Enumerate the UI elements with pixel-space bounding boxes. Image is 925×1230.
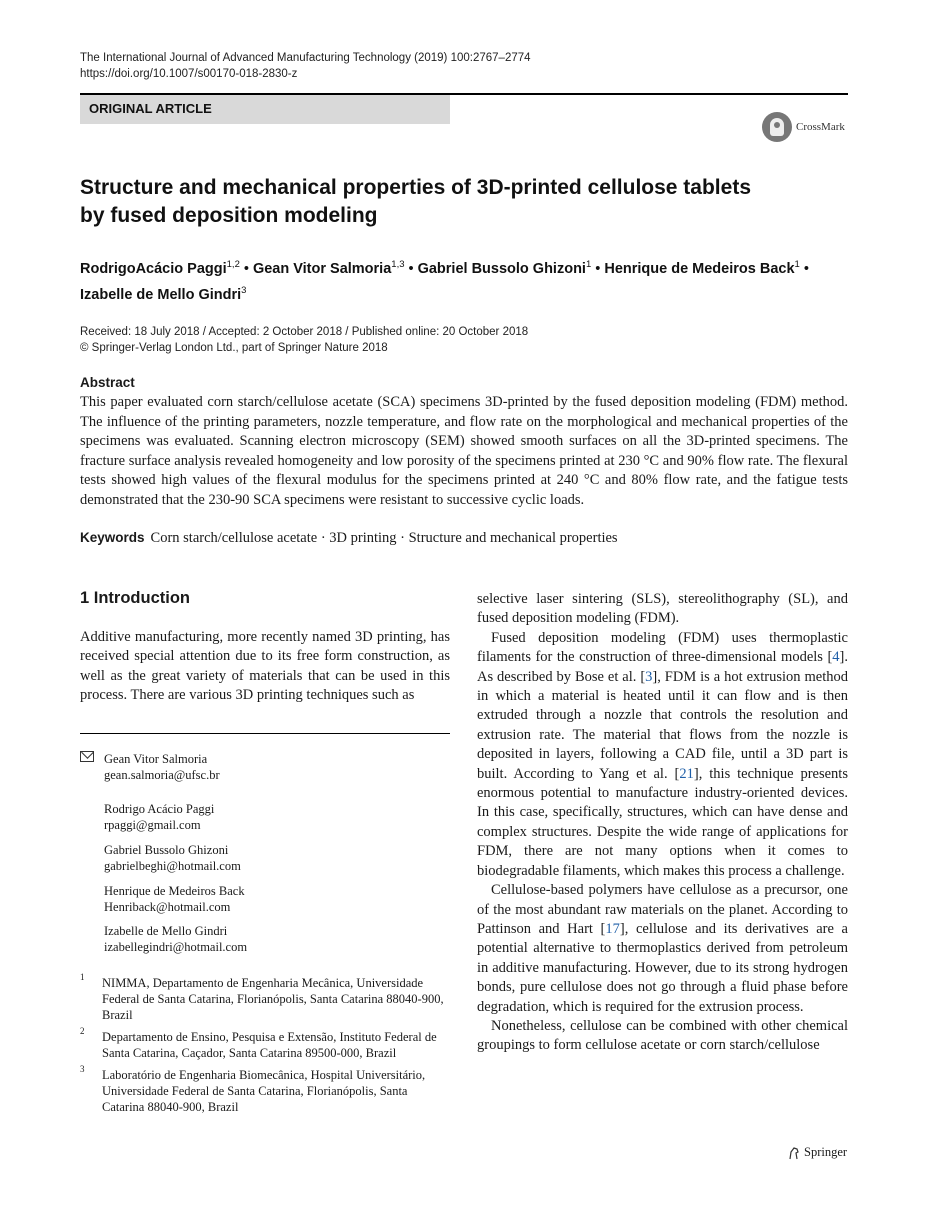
envelope-icon bbox=[80, 751, 94, 762]
author-separator: • bbox=[595, 260, 601, 277]
contact-name: Gean Vitor Salmoria bbox=[104, 752, 208, 766]
title-line-1: Structure and mechanical properties of 3D-printed cellulose tablets bbox=[80, 176, 751, 199]
contact-entry bbox=[104, 842, 241, 874]
text-run: Cellulose-based polymers have cellulose as a precursor, one of the most abundant raw materials on the planet. According to Pattinson and Hart [ bbox=[477, 882, 848, 937]
author-affiliation-sup: 1,3 bbox=[391, 259, 405, 270]
text-run: ]. As described by Bose et al. [ bbox=[477, 649, 848, 685]
contact-entry bbox=[104, 801, 214, 833]
author-affiliation-sup: 1,2 bbox=[226, 259, 240, 270]
author-separator: • bbox=[803, 260, 809, 277]
intro-left-column bbox=[80, 628, 450, 706]
doi-link[interactable]: https://doi.org/10.1007/s00170-018-2830-z bbox=[80, 68, 298, 80]
dates-line: Received: 18 July 2018 / Accepted: 2 October 2018 / Published online: 20 October 2018 bbox=[80, 326, 529, 338]
reference-link[interactable]: 21 bbox=[679, 765, 694, 782]
contact-email[interactable]: Henriback@hotmail.com bbox=[104, 900, 231, 914]
section-heading-introduction: 1 Introduction bbox=[80, 589, 190, 607]
intro-paragraph: selective laser sintering (SLS), stereolithography (SL), and fused deposition modeling (FDM). bbox=[477, 591, 848, 627]
contact-name: Izabelle de Mello Gindri bbox=[104, 924, 228, 938]
contact-email[interactable]: gabrielbeghi@hotmail.com bbox=[104, 859, 241, 873]
text-run: ], this technique presents enormous potential to manufacture industry-oriented devices. In this case, specifically, structures, which can have dense and complex structures. Despite the wide range of applications for FDM, there are not many options when it comes to biodegradable filaments, which makes this process a challenge. bbox=[477, 765, 848, 879]
contact-entry bbox=[104, 883, 245, 915]
contact-corresponding bbox=[104, 751, 220, 783]
abstract-text: This paper evaluated corn starch/cellulose acetate (SCA) specimens 3D-printed by the fused deposition modeling (FDM) method. The influence of the printing parameters, nozzle temperature, and flow rate on the morphological and mechanical properties of the specimens was evaluated. Scanning electron microscopy (SEM) showed smooth surfaces on all the 3D-printed specimens. The fracture surface analysis revealed homogeneity and low porosity of the specimens printed at 230 °C and 90% flow rate. The flexural tests showed high values of the flexural modulus for the specimens printed at 240 °C and 80% flow rate, and the fatigue tests demonstrated that the 230-90 SCA specimens were resistant to successive cyclic loads. bbox=[80, 394, 848, 508]
author-affiliation-sup: 3 bbox=[241, 284, 247, 296]
keywords-text: Corn starch/cellulose acetate · 3D printing · Structure and mechanical properties bbox=[150, 530, 618, 546]
author-affiliation-sup: 1 bbox=[794, 259, 800, 270]
intro-paragraph bbox=[477, 881, 848, 1017]
publisher-name: Springer bbox=[804, 1145, 848, 1159]
contact-email[interactable]: rpaggi@gmail.com bbox=[104, 818, 201, 832]
author-name[interactable]: Gean Vitor Salmoria bbox=[252, 260, 392, 277]
contact-email[interactable]: izabellegindri@hotmail.com bbox=[104, 940, 248, 954]
contact-name: Gabriel Bussolo Ghizoni bbox=[104, 843, 229, 857]
contact-email[interactable]: gean.salmoria@ufsc.br bbox=[104, 768, 220, 782]
affiliation-number: 2 bbox=[80, 1026, 85, 1036]
author-name[interactable]: Izabelle de Mello Gindri bbox=[80, 286, 242, 303]
article-title bbox=[80, 174, 780, 230]
text-run: ], FDM is a hot extrusion method in which a material is heated until it can flow and is then extruded through a nozzle that controls the resolution and extrusion rate. The material that flows from the nozzle is deposited in layers, following a CAD file, until a 3D part is built. According to Yang et al. [ bbox=[477, 668, 848, 782]
reference-link[interactable]: 17 bbox=[605, 920, 620, 937]
author-separator: • bbox=[243, 260, 249, 277]
abstract-heading: Abstract bbox=[80, 375, 135, 390]
article-type-badge bbox=[80, 95, 450, 124]
article-type-label: ORIGINAL ARTICLE bbox=[89, 101, 212, 116]
intro-paragraph: Nonetheless, cellulose can be combined with other chemical groupings to form cellulose acetate or corn starch/cellulose bbox=[477, 1017, 848, 1054]
publisher-logo bbox=[788, 1145, 847, 1160]
intro-right-column bbox=[477, 590, 848, 1056]
publication-dates bbox=[80, 324, 528, 356]
affiliation-text: NIMMA, Departamento de Engenharia Mecânica, Universidade Federal de Santa Catarina, Florianópolis, Santa Catarina 88040-900, Brazil bbox=[102, 976, 444, 1022]
footnote-rule bbox=[80, 733, 450, 734]
contact-name: Henrique de Medeiros Back bbox=[104, 884, 245, 898]
author-name[interactable]: RodrigoAcácio Paggi bbox=[80, 260, 227, 277]
author-list bbox=[80, 254, 850, 306]
author-affiliation-sup: 1 bbox=[585, 259, 592, 270]
keywords-label: Keywords bbox=[80, 530, 145, 545]
author-name[interactable]: Gabriel Bussolo Ghizoni bbox=[417, 260, 586, 277]
contact-name: Rodrigo Acácio Paggi bbox=[104, 802, 215, 816]
text-run: ], cellulose and its derivatives are a potential alternative to thermoplastics derived from petroleum in additive manufacturing. However, due to its strong hydrogen bonds, pure cellulose does not go through a fluid phase before degradation, which is required for the extrusion process. bbox=[477, 920, 848, 1015]
copyright-line: © Springer-Verlag London Ltd., part of Springer Nature 2018 bbox=[80, 342, 388, 354]
journal-citation: The International Journal of Advanced Manufacturing Technology (2019) 100:2767–2774 bbox=[80, 52, 531, 64]
crossmark-icon bbox=[762, 112, 792, 142]
author-separator: • bbox=[408, 260, 414, 277]
reference-link[interactable]: 3 bbox=[645, 668, 653, 685]
author-name[interactable]: Henrique de Medeiros Back bbox=[604, 260, 795, 277]
affiliation-text: Laboratório de Engenharia Biomecânica, Hospital Universitário, Universidade Federal de Santa Catarina, Florianópolis, Santa Catarina 88040-900, Brazil bbox=[102, 1068, 426, 1114]
springer-horse-icon bbox=[788, 1146, 800, 1160]
intro-paragraph: Additive manufacturing, more recently named 3D printing, has received special attention due to its free form construction, as well as the great variety of materials that can be used in this process. There are various 3D printing techniques such as bbox=[80, 629, 450, 704]
text-run: Fused deposition modeling (FDM) uses thermoplastic filaments for the construction of three-dimensional models [ bbox=[477, 629, 848, 666]
keywords bbox=[80, 530, 618, 547]
contact-entry bbox=[104, 923, 247, 955]
reference-link[interactable]: 4 bbox=[832, 649, 840, 666]
affiliation-number: 1 bbox=[80, 972, 85, 982]
title-line-2: by fused deposition modeling bbox=[80, 204, 378, 227]
intro-paragraph bbox=[477, 629, 848, 881]
crossmark-button[interactable] bbox=[762, 112, 845, 142]
crossmark-label: CrossMark bbox=[796, 121, 845, 133]
affiliation-number: 3 bbox=[80, 1064, 85, 1074]
affiliation-text: Departamento de Ensino, Pesquisa e Extensão, Instituto Federal de Santa Catarina, Caçador, Santa Catarina 89500-000, Brazil bbox=[102, 1030, 437, 1060]
